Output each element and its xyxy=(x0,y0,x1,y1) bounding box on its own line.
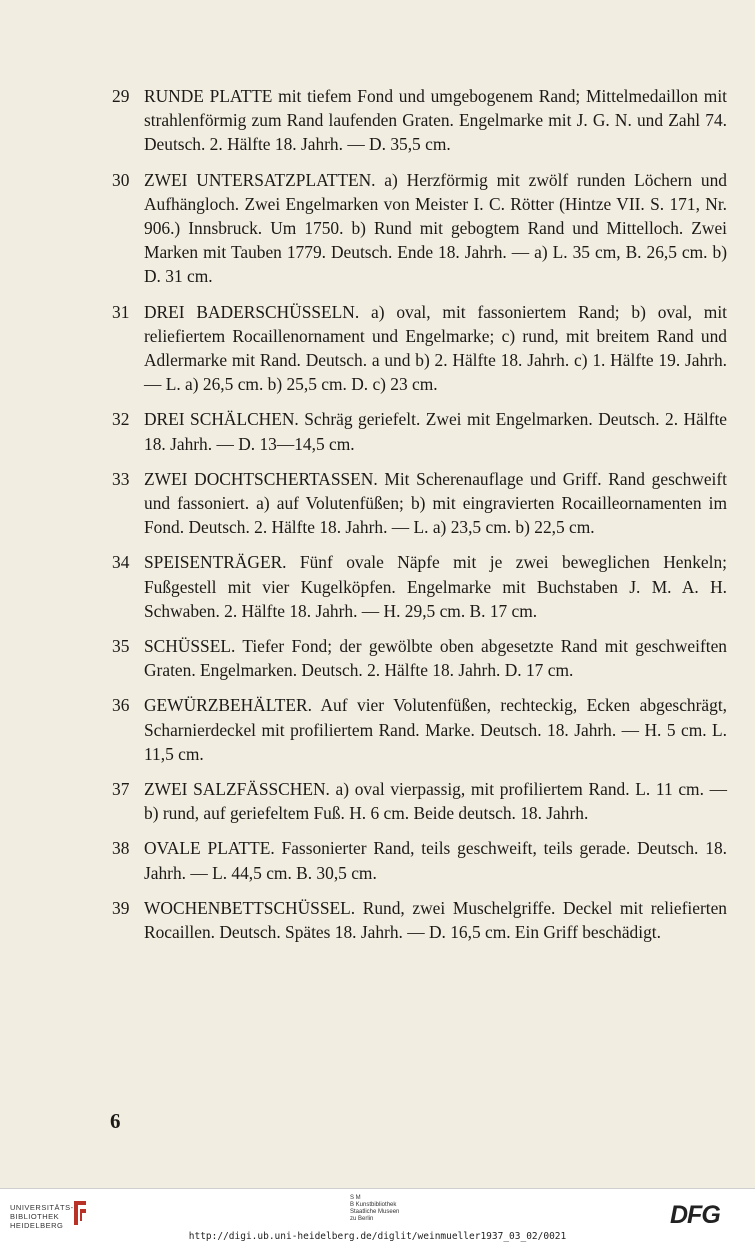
catalog-entry xyxy=(112,84,727,157)
university-label-line: BIBLIOTHEK xyxy=(10,1212,60,1221)
entry-number: 38 xyxy=(112,838,130,859)
entry-number: 33 xyxy=(112,468,130,489)
museum-credit xyxy=(350,1195,399,1223)
entry-text: SCHÜSSEL. Tiefer Fond; der gewölbte oben abgesetzte Rand mit geschweiften Graten. Engelmarken. Deutsch. 2. Hälfte 18. Jahrh. D. 17 cm. xyxy=(144,636,727,681)
catalog-entries xyxy=(112,84,727,955)
catalog-entry xyxy=(112,777,727,825)
entry-number: 32 xyxy=(112,409,130,430)
museum-credit-line: zu Berlin xyxy=(350,1216,374,1222)
catalog-entry xyxy=(112,634,727,682)
university-label-line: HEIDELBERG xyxy=(10,1221,64,1230)
page-number: 6 xyxy=(110,1109,121,1133)
entry-text: ZWEI DOCHTSCHERTASSEN. Mit Scherenauflage und Griff. Rand geschweift und fassoniert. a) auf Volutenfüßen; b) mit eingravierten Rocailleornamenten im Fond. Deutsch. 2. Hälfte 18. Jahrh. — L. a) 23,5 cm. b) 22,5 cm. xyxy=(144,468,727,538)
entry-number: 31 xyxy=(112,301,130,322)
entry-text: SPEISENTRÄGER. Fünf ovale Näpfe mit je zwei beweglichen Henkeln; Fußgestell mit vier Kugelköpfen. Engelmarke mit Buchstaben J. M. A. H. Schwaben. 2. Hälfte 18. Jahrh. — H. 29,5 cm. B. 17 cm. xyxy=(144,552,727,621)
catalog-entry xyxy=(112,836,727,884)
catalog-entry xyxy=(112,550,727,623)
dfg-logo: DFG xyxy=(670,1201,720,1229)
university-label-line: UNIVERSITÄTS- xyxy=(10,1203,74,1212)
catalog-entry xyxy=(112,693,727,766)
museum-credit-line: Staatliche Museen xyxy=(350,1209,400,1215)
entry-number: 36 xyxy=(112,695,130,716)
entry-text: GEWÜRZBEHÄLTER. Auf vier Volutenfüßen, rechteckig, Ecken abgeschrägt, Scharnierdeckel mit profiliertem Rand. Marke. Deutsch. 18. Jahrh. — H. 5 cm. L. 11,5 cm. xyxy=(144,695,727,764)
university-logo-icon xyxy=(70,1199,90,1227)
entry-number: 35 xyxy=(112,636,130,657)
entry-text: ZWEI SALZFÄSSCHEN. a) oval vierpassig, mit profiliertem Rand. L. 11 cm. — b) rund, auf geriefeltem Fuß. H. 6 cm. Beide deutsch. 18. Jahrh. xyxy=(144,779,727,824)
museum-credit-line: B Kunstbibliothek xyxy=(350,1202,397,1208)
catalog-entry xyxy=(112,168,727,289)
entry-text: RUNDE PLATTE mit tiefem Fond und umgebogenem Rand; Mittelmedaillon mit strahlenförmig zum Rand laufenden Graten. Engelmarke mit J. G. N. und Zahl 74. Deutsch. 2. Hälfte 18. Jahrh. — D. 35,5 cm. xyxy=(144,86,727,155)
source-url[interactable]: http://digi.ub.uni-heidelberg.de/diglit/weinmueller1937_03_02/0021 xyxy=(188,1231,567,1242)
entry-text: DREI SCHÄLCHEN. Schräg geriefelt. Zwei mit Engelmarken. Deutsch. 2. Hälfte 18. Jahrh. — D. 13—14,5 cm. xyxy=(144,409,727,454)
catalog-entry xyxy=(112,407,727,455)
catalog-entry xyxy=(112,896,727,944)
entry-number: 37 xyxy=(112,779,130,800)
entry-number: 29 xyxy=(112,86,130,106)
entry-text: DREI BADERSCHÜSSELN. a) oval, mit fassoniertem Rand; b) oval, mit reliefiertem Rocaillenornament und Engelmarke; c) rund, mit breitem Rand und Adlermarke mit Rand. Deutsch. a und b) 2. Hälfte 18. Jahrh. c) 1. Hälfte 19. Jahrh. — L. a) 26,5 cm. b) 25,5 cm. D. c) 23 cm. xyxy=(144,301,727,395)
entry-number: 30 xyxy=(112,169,130,190)
catalog-entry xyxy=(112,467,727,540)
digitization-footer xyxy=(0,1188,755,1244)
university-library-label xyxy=(10,1203,74,1230)
entry-number: 39 xyxy=(112,897,130,918)
entry-text: ZWEI UNTERSATZPLATTEN. a) Herzförmig mit zwölf runden Löchern und Aufhängloch. Zwei Engelmarken von Meister I. C. Rötter (Hintze VII. S. 171, Nr. 906.) Innsbruck. Um 1750. b) Rund mit gebogtem Rand und Mittelloch. Zwei Marken mit Tauben 1779. Deutsch. Ende 18. Jahrh. — a) L. 35 cm, B. 26,5 cm. b) D. 31 cm. xyxy=(144,169,727,287)
entry-number: 34 xyxy=(112,552,130,573)
catalog-entry xyxy=(112,300,727,397)
museum-credit-line: S M xyxy=(350,1195,361,1201)
entry-text: OVALE PLATTE. Fassonierter Rand, teils geschweift, teils gerade. Deutsch. 18. Jahrh. — L. 44,5 cm. B. 30,5 cm. xyxy=(144,838,727,883)
entry-text: WOCHENBETTSCHÜSSEL. Rund, zwei Muschelgriffe. Deckel mit reliefierten Rocaillen. Deutsch. Spätes 18. Jahrh. — D. 16,5 cm. Ein Griff beschädigt. xyxy=(144,897,727,943)
